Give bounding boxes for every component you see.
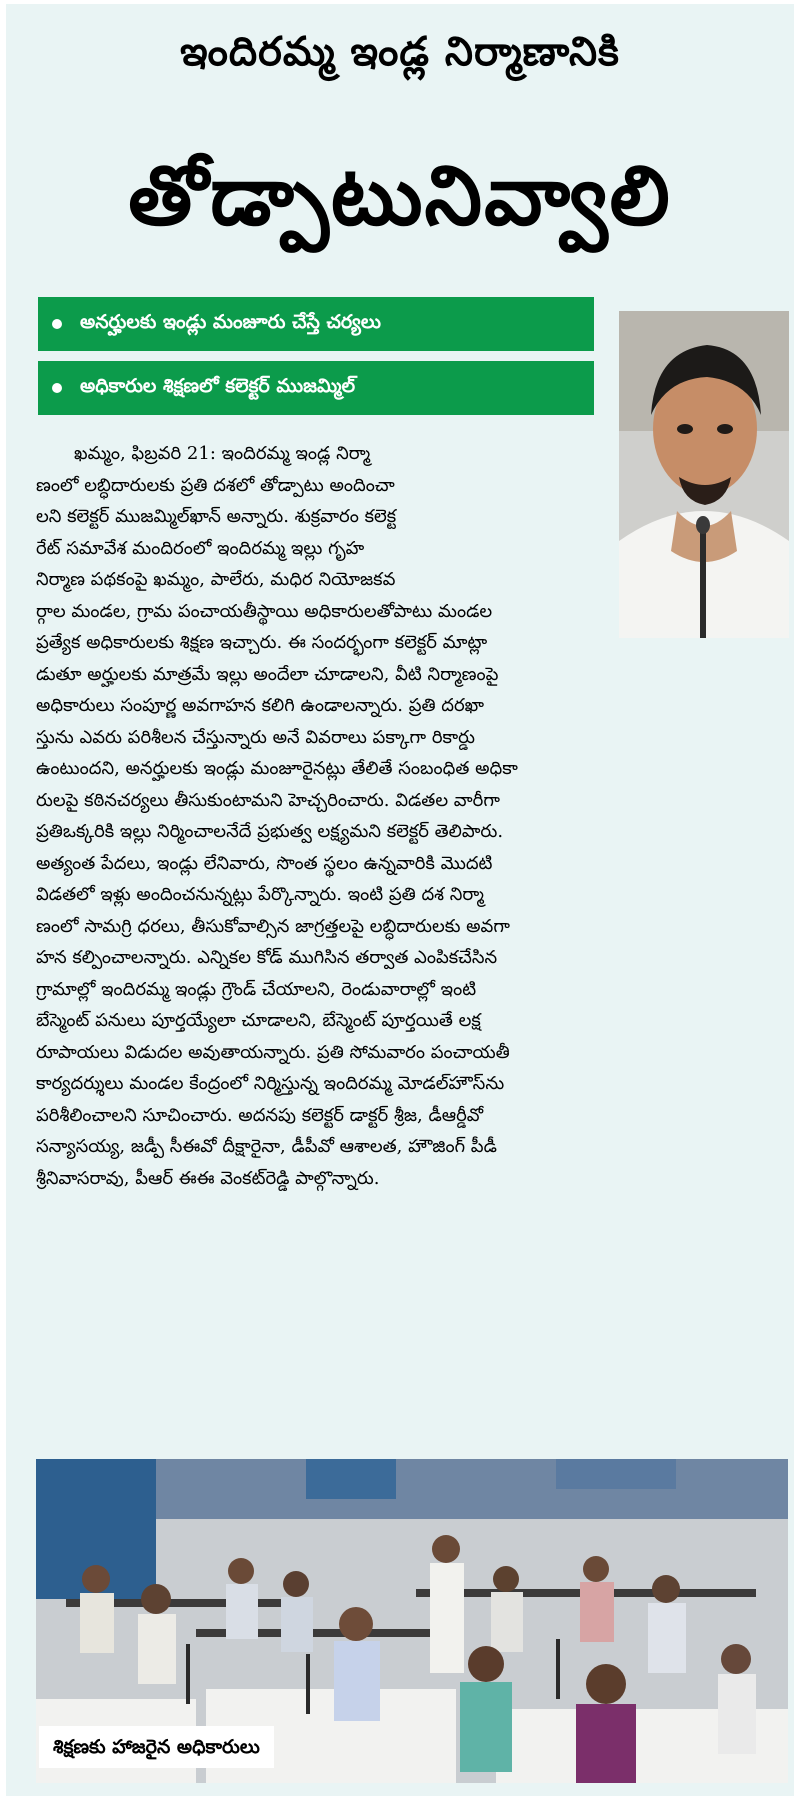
bullet-dot-icon <box>52 319 62 329</box>
body-line: నిర్మాణ పథకంపై ఖమ్మం, పాలేరు, మధిర నియోజకవ <box>36 569 396 590</box>
body-line: ఉంటుందని, అనర్హులకు ఇండ్లు మంజూరైనట్లు తేలితే సంబంధిత అధికా <box>36 758 518 779</box>
photo-caption: శిక్షణకు హాజరైన అధికారులు <box>39 1726 274 1768</box>
highlight-list <box>38 297 594 425</box>
body-line: రేట్ సమావేశ మందిరంలో ఇందిరమ్మ ఇల్లు గృహ <box>36 537 365 559</box>
article-body <box>36 438 786 1194</box>
body-line: డుతూ అర్హులకు మాత్రమే ఇల్లు అందేలా చూడాలని, వీటి నిర్మాణంపై <box>36 663 499 685</box>
body-line: సన్యాసయ్య, జడ్పీ సీఈవో దీక్షారైనా, డీపీవో ఆశాలత, హౌజింగ్ పీడీ <box>36 1136 497 1157</box>
body-line: హన కల్పించాలన్నారు. ఎన్నికల కోడ్ ముగిసిన తర్వాత ఎంపికచేసిన <box>36 947 498 968</box>
news-clipping <box>6 4 794 1796</box>
body-line: ణంలో లబ్ధిదారులకు ప్రతి దశలో తోడ్పాటు అందించా <box>36 474 395 496</box>
body-line: స్తును ఎవరు పరిశీలన చేస్తున్నారు అనే వివరాలు పక్కాగా రికార్డు <box>36 726 476 748</box>
highlight-text: అధికారుల శిక్షణలో కలెక్టర్ ముజమ్మిల్ <box>80 374 356 397</box>
body-line: ప్రత్యేక అధికారులకు శిక్షణ ఇచ్చారు. ఈ సందర్భంగా కలెక్టర్ మాట్లా <box>36 632 488 653</box>
highlight-text: అనర్హులకు ఇండ్లు మంజూరు చేస్తే చర్యలు <box>80 310 381 333</box>
article-kicker: ఇందిరమ్మ ఇండ్ల నిర్మాణానికి <box>180 29 620 75</box>
body-line: ణంలో సామగ్రి ధరలు, తీసుకోవాల్సిన జాగ్రత్తలపై లబ్ధిదారులకు అవగా <box>36 915 510 937</box>
body-line: గ్రామాల్లో ఇందిరమ్మ ఇండ్లు గ్రౌండ్ చేయాలని, రెండువారాల్లో ఇంటి <box>36 978 477 1000</box>
body-line: అధికారులు సంపూర్ణ అవగాహన కలిగి ఉండాలన్నారు. ప్రతి దరఖా <box>36 695 485 716</box>
body-line: శ్రీనివాసరావు, పీఆర్ ఈఈ వెంకట్‌రెడ్డి పాల్గొన్నారు. <box>36 1167 380 1189</box>
body-line: లని కలెక్టర్ ముజమ్మిల్‌ఖాన్ అన్నారు. శుక్రవారం కలెక్ట <box>36 506 397 527</box>
body-line: ప్రతిఒక్కరికి ఇల్లు నిర్మించాలనేదే ప్రభుత్వ లక్ష్యమని కలెక్టర్ తెలిపారు. <box>36 821 504 842</box>
body-line: బేస్మెంట్ పనులు పూర్తయ్యేలా చూడాలని, బేస్మెంట్ పూర్తయితే లక్ష <box>36 1010 481 1031</box>
body-line: అత్యంత పేదలు, ఇండ్లు లేనివారు, సొంత స్థలం ఉన్నవారికి మొదటి <box>36 852 493 874</box>
body-line: కార్యదర్శులు మండల కేంద్రంలో నిర్మిస్తున్న ఇందిరమ్మ మోడల్‌హౌస్‌ను <box>36 1073 505 1094</box>
body-line: రులపై కఠినచర్యలు తీసుకుంటామని హెచ్చరించారు. విడతల వారీగా <box>36 789 500 811</box>
bullet-dot-icon <box>52 383 62 393</box>
body-line: రూపాయలు విడుదల అవుతాయన్నారు. ప్రతి సోమవారం పంచాయతీ <box>36 1041 510 1063</box>
article-headline: తోడ్పాటునివ్వాలి <box>128 149 672 244</box>
highlight-item <box>38 297 594 351</box>
body-line: పరిశీలించాలని సూచించారు. అదనపు కలెక్టర్ డాక్టర్ శ్రీజ, డీఆర్డీవో <box>36 1104 484 1126</box>
body-line: విడతలో ఇళ్లు అందించనున్నట్లు పేర్కొన్నారు. ఇంటి ప్రతి దశ నిర్మా <box>36 884 484 905</box>
highlight-item <box>38 361 594 415</box>
body-line: ర్గాల మండల, గ్రామ పంచాయతీస్థాయి అధికారులతోపాటు మండల <box>36 600 493 622</box>
body-line: ఖమ్మం, ఫిబ్రవరి 21: ఇందిరమ్మ ఇండ్ల నిర్మా <box>74 443 371 464</box>
